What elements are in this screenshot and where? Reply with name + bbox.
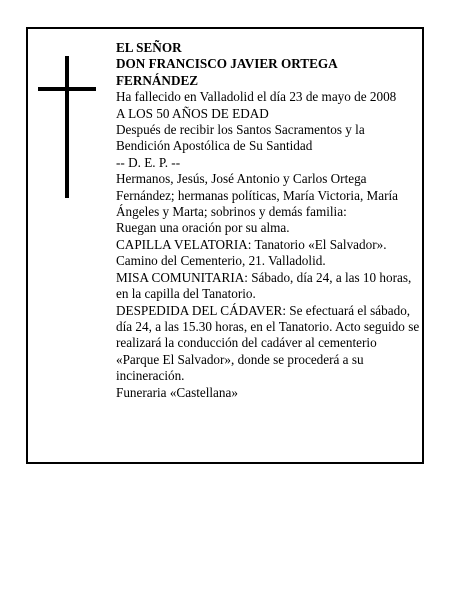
dep-line: -- D. E. P. -- bbox=[116, 154, 181, 170]
cross-icon bbox=[38, 56, 96, 198]
mass-line: MISA COMUNITARIA: Sábado, día 24, a las 10 horas, en la capilla del Tanatorio. bbox=[116, 269, 412, 302]
death-statement: Ha fallecido en Valladolid el día 23 de mayo de 2008 bbox=[116, 89, 397, 105]
chapel-line: CAPILLA VELATORIA: Tanatorio «El Salvador». Camino del Cementerio, 21. Valladolid. bbox=[116, 236, 387, 269]
family-line: Hermanos, Jesús, José Antonio y Carlos Ortega Fernández; hermanas políticas, María Victoria, María Ángeles y Marta; sobrinos y demás familia: bbox=[116, 171, 399, 220]
cross-vertical-bar bbox=[65, 56, 69, 198]
age-line: A LOS 50 AÑOS DE EDAD bbox=[116, 105, 269, 121]
sacraments-line: Después de recibir los Santos Sacramentos y la Bendición Apostólica de Su Santidad bbox=[116, 122, 365, 154]
funeral-home-line: Funeraria «Castellana» bbox=[116, 384, 238, 400]
cross-horizontal-bar bbox=[38, 87, 96, 91]
prayer-line: Ruegan una oración por su alma. bbox=[116, 220, 290, 236]
obituary-text bbox=[116, 40, 422, 401]
deceased-title: EL SEÑOR bbox=[116, 40, 182, 55]
farewell-line: DESPEDIDA DEL CÁDAVER: Se efectuará el sábado, día 24, a las 15.30 horas, en el Tanatorio. Acto seguido se realizará la conducción del cadáver al cementerio «Parque El Salvador», donde se procederá a su incineración. bbox=[116, 302, 420, 384]
obituary-frame bbox=[26, 27, 424, 464]
deceased-name: DON FRANCISCO JAVIER ORTEGA FERNÁNDEZ bbox=[116, 56, 337, 88]
